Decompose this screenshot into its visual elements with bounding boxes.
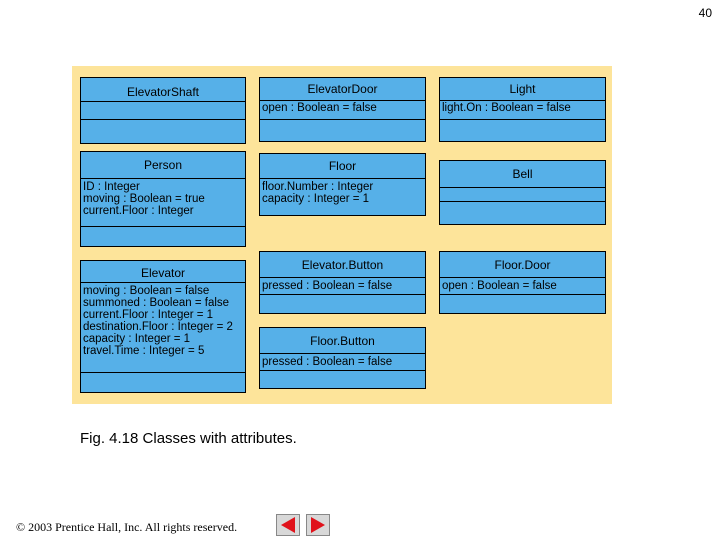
class-elevator bbox=[80, 260, 246, 393]
previous-slide-button[interactable] bbox=[276, 514, 300, 536]
class-name: Person bbox=[80, 151, 246, 179]
class-attributes bbox=[439, 188, 606, 202]
copyright-notice: © 2003 Prentice Hall, Inc. All rights reserved. bbox=[16, 520, 238, 534]
class-operations bbox=[80, 373, 246, 393]
class-name: Bell bbox=[439, 160, 606, 188]
class-operations bbox=[439, 202, 606, 225]
class-attributes: pressed : Boolean = false bbox=[259, 278, 426, 295]
class-attributes: floor.Number : Integer capacity : Integer = 1 bbox=[259, 179, 426, 216]
class-name: Light bbox=[439, 77, 606, 101]
class-floor bbox=[259, 153, 426, 216]
next-slide-button[interactable] bbox=[306, 514, 330, 536]
class-name: Floor bbox=[259, 153, 426, 179]
class-name: Elevator bbox=[80, 260, 246, 283]
class-attributes: open : Boolean = false bbox=[439, 278, 606, 295]
class-floor-button bbox=[259, 327, 426, 389]
class-elevator-door bbox=[259, 77, 426, 142]
class-operations bbox=[439, 295, 606, 314]
page-number: 40 bbox=[698, 6, 712, 20]
class-light bbox=[439, 77, 606, 142]
figure-caption: Fig. 4.18 Classes with attributes. bbox=[80, 430, 297, 447]
class-attributes bbox=[80, 102, 246, 120]
class-name: Floor.Door bbox=[439, 251, 606, 278]
class-floor-door bbox=[439, 251, 606, 314]
class-attributes: pressed : Boolean = false bbox=[259, 354, 426, 371]
class-attributes: ID : Integer moving : Boolean = true current.Floor : Integer bbox=[80, 179, 246, 227]
class-name: ElevatorDoor bbox=[259, 77, 426, 101]
class-attributes: open : Boolean = false bbox=[259, 101, 426, 120]
class-operations bbox=[259, 295, 426, 314]
class-name: Elevator.Button bbox=[259, 251, 426, 278]
class-elevator-shaft bbox=[80, 77, 246, 144]
class-attributes: moving : Boolean = false summoned : Boolean = false current.Floor : Integer = 1 destination.Floor : Integer = 2 capacity : Integer = 1 travel.Time : Integer = 5 bbox=[80, 283, 246, 373]
class-name: Floor.Button bbox=[259, 327, 426, 354]
class-attributes: light.On : Boolean = false bbox=[439, 101, 606, 120]
class-operations bbox=[80, 227, 246, 247]
class-elevator-button bbox=[259, 251, 426, 314]
left-triangle-icon bbox=[277, 515, 299, 535]
class-operations bbox=[439, 120, 606, 142]
class-person bbox=[80, 151, 246, 247]
class-bell bbox=[439, 160, 606, 225]
right-triangle-icon bbox=[307, 515, 329, 535]
class-operations bbox=[259, 120, 426, 142]
class-name: ElevatorShaft bbox=[80, 77, 246, 102]
class-operations bbox=[259, 371, 426, 389]
class-operations bbox=[80, 120, 246, 144]
